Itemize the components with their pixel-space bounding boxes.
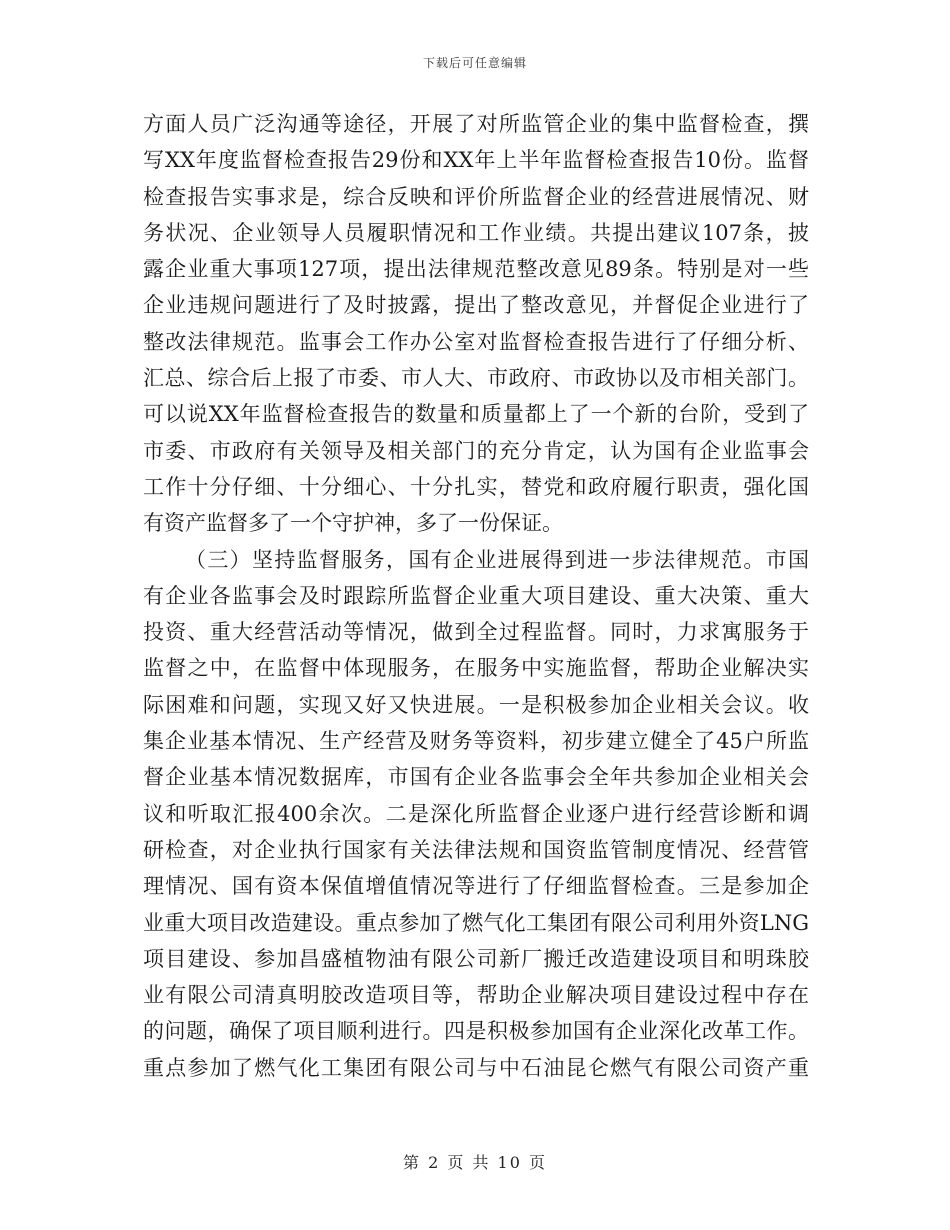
text-line: 投资、重大经营活动等情况，做到全过程监督。同时，力求寓服务于	[143, 620, 809, 645]
text-line: 企业违规问题进行了及时披露，提出了整改意见，并督促企业进行了	[143, 293, 809, 318]
text-line: 整改法律规范。监事会工作办公室对监督检查报告进行了仔细分析、	[143, 329, 809, 354]
text-line: 督企业基本情况数据库，市国有企业各监事会全年共参加企业相关会	[143, 765, 809, 790]
text-line: 有企业各监事会及时跟踪所监督企业重大项目建设、重大决策、重大	[143, 583, 809, 608]
text-line: 工作十分仔细、十分细心、十分扎实，替党和政府履行职责，强化国	[143, 474, 809, 499]
text-line: 有资产监督多了一个守护神，多了一份保证。	[143, 511, 563, 536]
document-body	[143, 106, 809, 1086]
text-line: 露企业重大事项127项，提出法律规范整改意见89条。特别是对一些	[143, 257, 809, 282]
text-line: 际困难和问题，实现又好又快进展。一是积极参加企业相关会议。收	[143, 692, 809, 717]
text-line: 市委、市政府有关领导及相关部门的充分肯定，认为国有企业监事会	[143, 438, 809, 463]
text-line: 研检查，对企业执行国家有关法律法规和国资监管制度情况、经营管	[143, 837, 809, 862]
text-line: 写XX年度监督检查报告29份和XX年上半年监督检查报告10份。监督	[143, 148, 809, 173]
text-line: 监督之中，在监督中体现服务，在服务中实施监督，帮助企业解决实	[143, 656, 809, 681]
text-line: 业有限公司清真明胶改造项目等，帮助企业解决项目建设过程中存在	[143, 983, 809, 1008]
text-line: 汇总、综合后上报了市委、市人大、市政府、市政协以及市相关部门。	[143, 366, 809, 391]
text-line: 检查报告实事求是，综合反映和评价所监督企业的经营进展情况、财	[143, 184, 809, 209]
text-line: 方面人员广泛沟通等途径，开展了对所监管企业的集中监督检查，撰	[143, 112, 809, 136]
text-line: 的问题，确保了项目顺利进行。四是积极参加国有企业深化改革工作。	[143, 1019, 809, 1044]
text-line: 议和听取汇报400余次。二是深化所监督企业逐户进行经营诊断和调	[143, 801, 809, 826]
text-line: 项目建设、参加昌盛植物油有限公司新厂搬迁改造建设项目和明珠胶	[143, 946, 809, 971]
section-heading-line: （三）坚持监督服务，国有企业进展得到进一步法律规范。市国	[185, 547, 809, 572]
page-number-footer: 第 2 页 共 10 页	[403, 1153, 547, 1172]
text-line: 理情况、国有资本保值增值情况等进行了仔细监督检查。三是参加企	[143, 874, 809, 899]
text-line: 集企业基本情况、生产经营及财务等资料，初步建立健全了45户所监	[143, 729, 809, 754]
text-line: 务状况、企业领导人员履职情况和工作业绩。共提出建议107条，披	[143, 220, 809, 245]
page-header-note: 下载后可任意编辑	[422, 56, 527, 70]
text-line: 重点参加了燃气化工集团有限公司与中石油昆仑燃气有限公司资产重	[143, 1055, 809, 1080]
text-line: 可以说XX年监督检查报告的数量和质量都上了一个新的台阶，受到了	[143, 402, 809, 427]
text-line: 业重大项目改造建设。重点参加了燃气化工集团有限公司利用外资LNG	[143, 910, 809, 935]
